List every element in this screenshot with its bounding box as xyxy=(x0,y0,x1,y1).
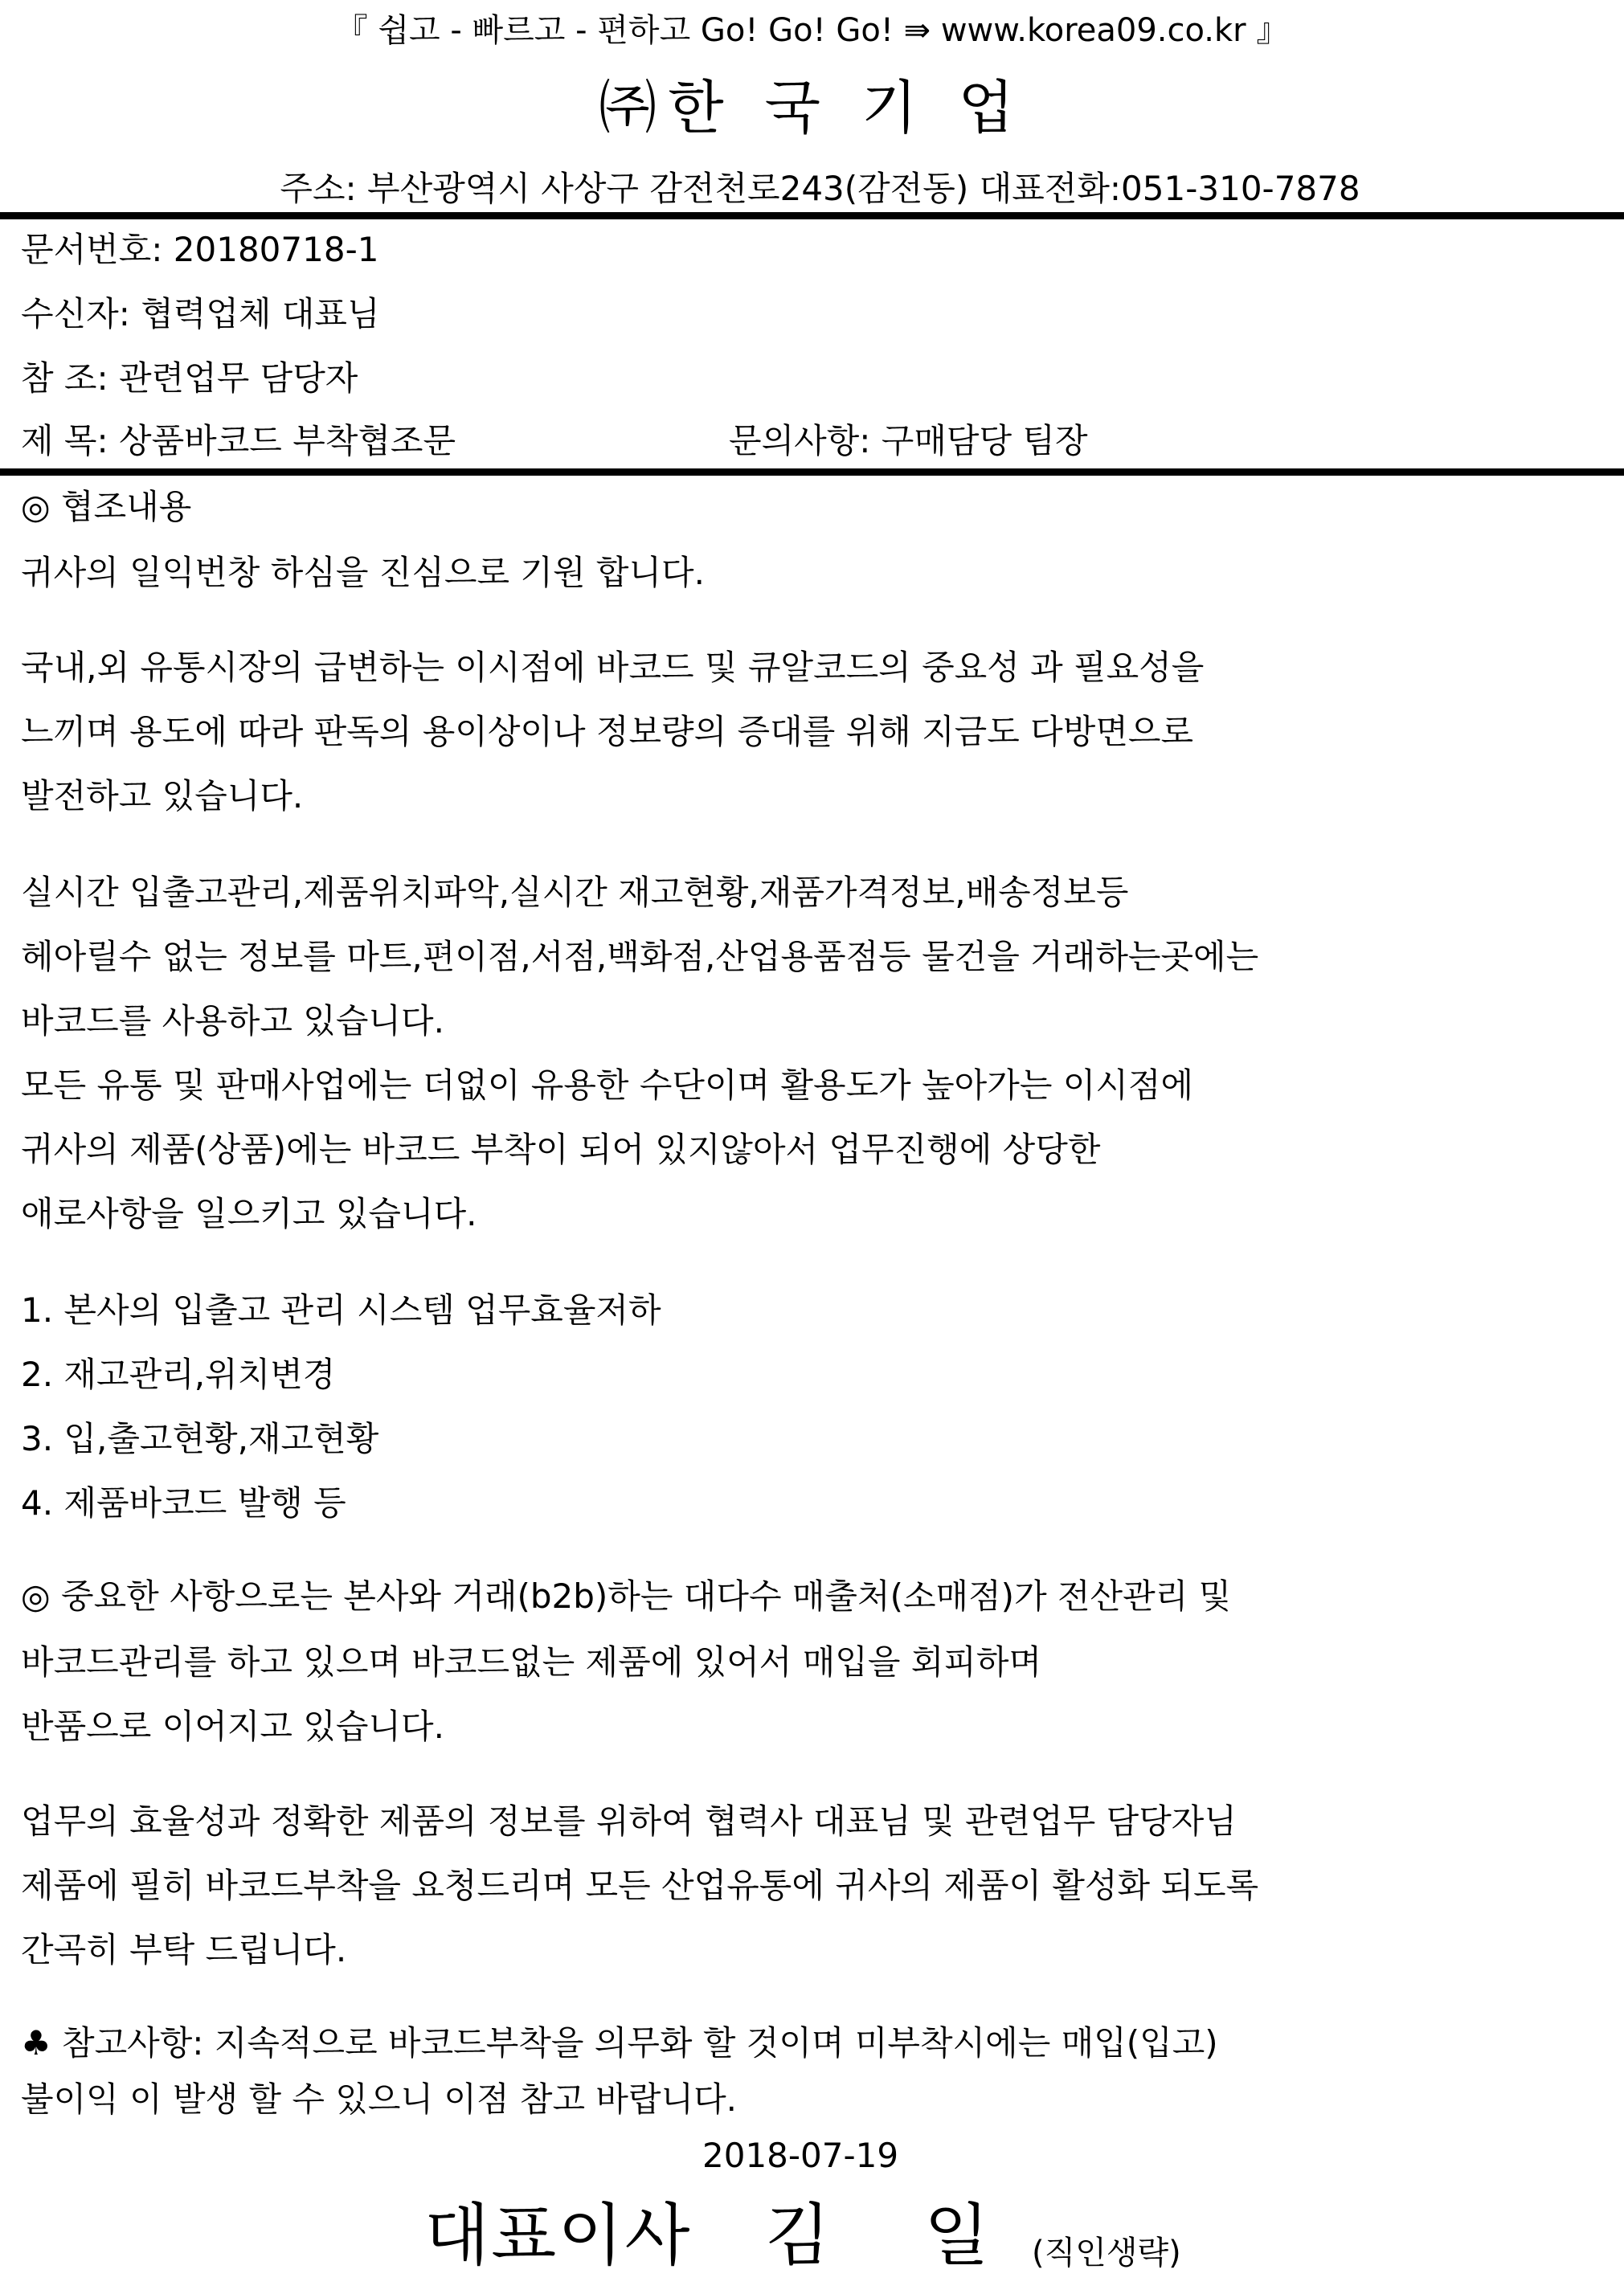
list-item: 4. 제품바코드 발행 등 xyxy=(21,1483,346,1523)
signer-name-last: 일 xyxy=(924,2196,990,2275)
reference: 참 조: 관련업무 담당자 xyxy=(21,358,358,398)
document-date: 2018-07-19 xyxy=(702,2136,899,2175)
body-line: 헤아릴수 없는 정보를 마트,편이점,서점,백화점,산업용품점등 물건을 거래하는곳에는 xyxy=(21,937,1259,976)
inquiry-contact: 문의사항: 구매담당 팀장 xyxy=(729,421,1088,460)
company-name: ㈜한 국 기 업 xyxy=(599,74,1025,141)
subject: 제 목: 상품바코드 부착협조문 xyxy=(21,421,456,460)
body-line: 모든 유통 및 판매사업에는 더없이 유용한 수단이며 활용도가 높아가는 이시점에 xyxy=(21,1065,1194,1105)
section-heading: ◎ 협조내용 xyxy=(21,487,192,526)
body-line: 귀사의 일익번창 하심을 진심으로 기원 합니다. xyxy=(21,553,705,592)
seal-omitted-note: (직인생략) xyxy=(1032,2235,1181,2272)
body-line: 반품으로 이어지고 있습니다. xyxy=(21,1707,444,1746)
body-line: 업무의 효율성과 정확한 제품의 정보를 위하여 협력사 대표님 및 관련업무 담당자님 xyxy=(21,1801,1237,1841)
body-line: 바코드관리를 하고 있으며 바코드없는 제품에 있어서 매입을 회피하며 xyxy=(21,1642,1042,1682)
list-item: 3. 입,출고현황,재고현황 xyxy=(21,1419,379,1458)
body-line: 간곡히 부탁 드립니다. xyxy=(21,1930,347,1969)
body-line: ◎ 중요한 사항으로는 본사와 거래(b2b)하는 대다수 매출처(소매점)가 전산관리 및 xyxy=(21,1576,1232,1616)
header-tagline: 『 쉽고 - 빠르고 - 편하고 Go! Go! Go! ⇛ www.korea09.co.kr 』 xyxy=(335,12,1289,49)
recipient: 수신자: 협력업체 대표님 xyxy=(21,294,380,333)
meta-divider xyxy=(0,468,1624,476)
signer-title: 대표이사 xyxy=(424,2196,692,2275)
body-line: 실시간 입출고관리,제품위치파악,실시간 재고현황,재품가격정보,배송정보등 xyxy=(21,873,1129,912)
list-item: 1. 본사의 입출고 관리 시스템 업무효율저하 xyxy=(21,1290,661,1330)
list-item: 2. 재고관리,위치변경 xyxy=(21,1355,336,1394)
body-line: 국내,외 유통시장의 급변하는 이시점에 바코드 및 큐알코드의 중요성 과 필요성을 xyxy=(21,648,1205,687)
header-divider xyxy=(0,212,1624,219)
body-line: 느끼며 용도에 따라 판독의 용이상이나 정보량의 증대를 위해 지금도 다방면으로 xyxy=(21,712,1194,751)
body-line: 제품에 필히 바코드부착을 요청드리며 모든 산업유통에 귀사의 제품이 활성화 되도록 xyxy=(21,1866,1259,1905)
body-line: 애로사항을 일으키고 있습니다. xyxy=(21,1194,477,1233)
body-line: 바코드를 사용하고 있습니다. xyxy=(21,1001,444,1041)
company-address: 주소: 부산광역시 사상구 감전천로243(감전동) 대표전화:051-310-7878 xyxy=(280,169,1360,208)
body-line: 귀사의 제품(상품)에는 바코드 부착이 되어 있지않아서 업무진행에 상당한 xyxy=(21,1130,1101,1169)
doc-number: 문서번호: 20180718-1 xyxy=(21,230,379,269)
note-line: ♣ 참고사항: 지속적으로 바코드부착을 의무화 할 것이며 미부착시에는 매입(입고) xyxy=(21,2023,1218,2063)
body-line: 발전하고 있습니다. xyxy=(21,776,304,816)
signer-name-first: 김 xyxy=(765,2196,831,2275)
note-line: 불이익 이 발생 할 수 있으니 이점 참고 바랍니다. xyxy=(21,2079,738,2119)
